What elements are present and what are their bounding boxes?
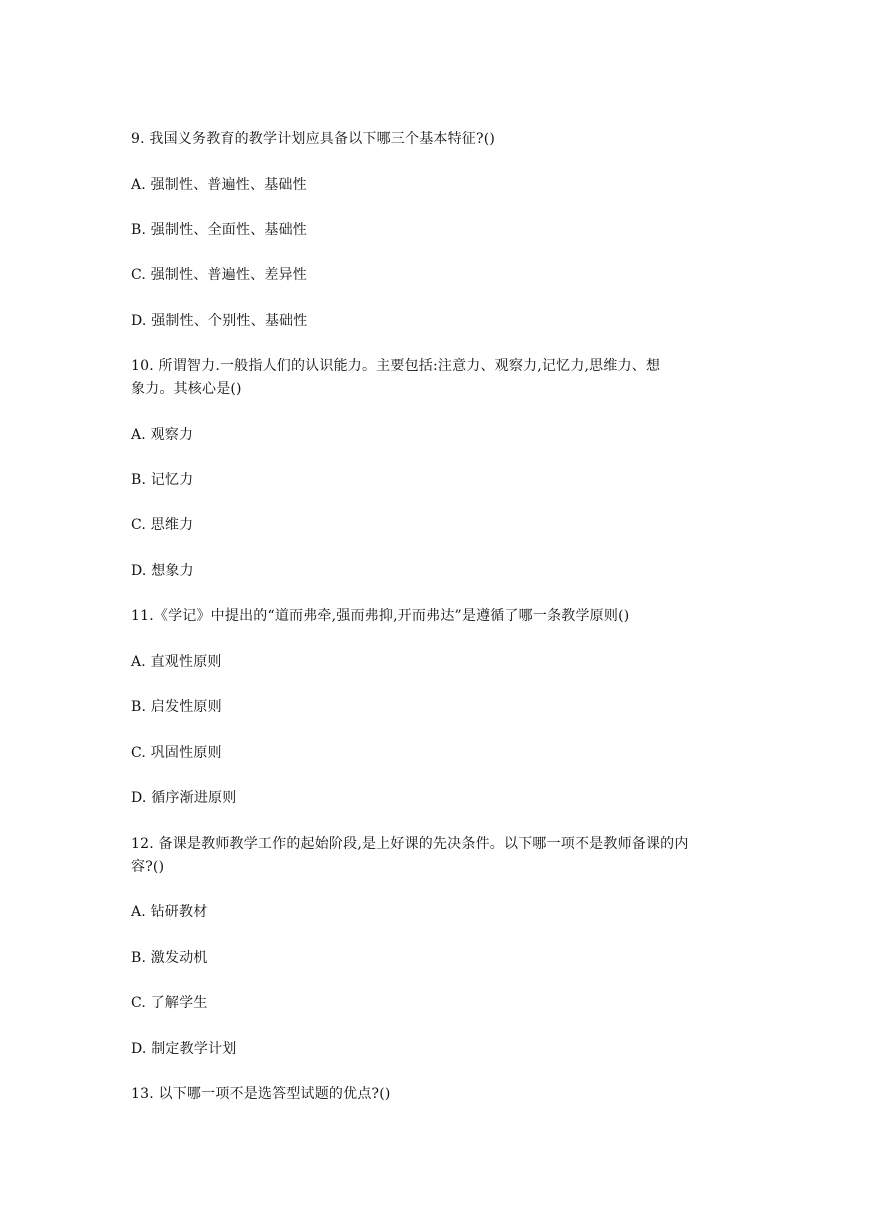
question-12-option-d: D. 制定教学计划 (131, 1041, 237, 1057)
question-10-option-b: B. 记忆力 (131, 472, 194, 488)
question-11-option-d: D. 循序渐进原则 (131, 790, 237, 806)
question-10-option-d: D. 想象力 (131, 563, 194, 579)
question-10-stem-line-2: 象力。其核心是() (131, 381, 242, 397)
question-12-option-a: A. 钻研教材 (131, 904, 208, 920)
question-9-option-c: C. 强制性、普遍性、差异性 (131, 267, 307, 283)
question-13-stem: 13. 以下哪一项不是选答型试题的优点?() (131, 1086, 391, 1102)
question-11-option-b: B. 启发性原则 (131, 699, 222, 715)
question-11-option-a: A. 直观性原则 (131, 654, 222, 670)
question-12-stem-line-2: 容?() (131, 859, 165, 875)
question-10-stem-line-1: 10. 所谓智力.一般指人们的认识能力。主要包括:注意力、观察力,记忆力,思维力、想 (131, 358, 661, 374)
question-9-stem: 9. 我国义务教育的教学计划应具备以下哪三个基本特征?() (131, 131, 496, 147)
question-11-stem: 11.《学记》中提出的“道而弗牵,强而弗抑,开而弗达”是遵循了哪一条教学原则() (131, 608, 630, 624)
question-9-option-a: A. 强制性、普遍性、基础性 (131, 177, 307, 193)
question-10-option-c: C. 思维力 (131, 517, 194, 533)
question-10-option-a: A. 观察力 (131, 427, 194, 443)
question-11-option-c: C. 巩固性原则 (131, 745, 222, 761)
question-9-option-b: B. 强制性、全面性、基础性 (131, 222, 307, 238)
question-12-stem-line-1: 12. 备课是教师教学工作的起始阶段,是上好课的先决条件。以下哪一项不是教师备课的内 (131, 836, 689, 852)
question-12-option-b: B. 激发动机 (131, 950, 208, 966)
question-9-option-d: D. 强制性、个别性、基础性 (131, 313, 308, 329)
question-12-option-c: C. 了解学生 (131, 995, 208, 1011)
